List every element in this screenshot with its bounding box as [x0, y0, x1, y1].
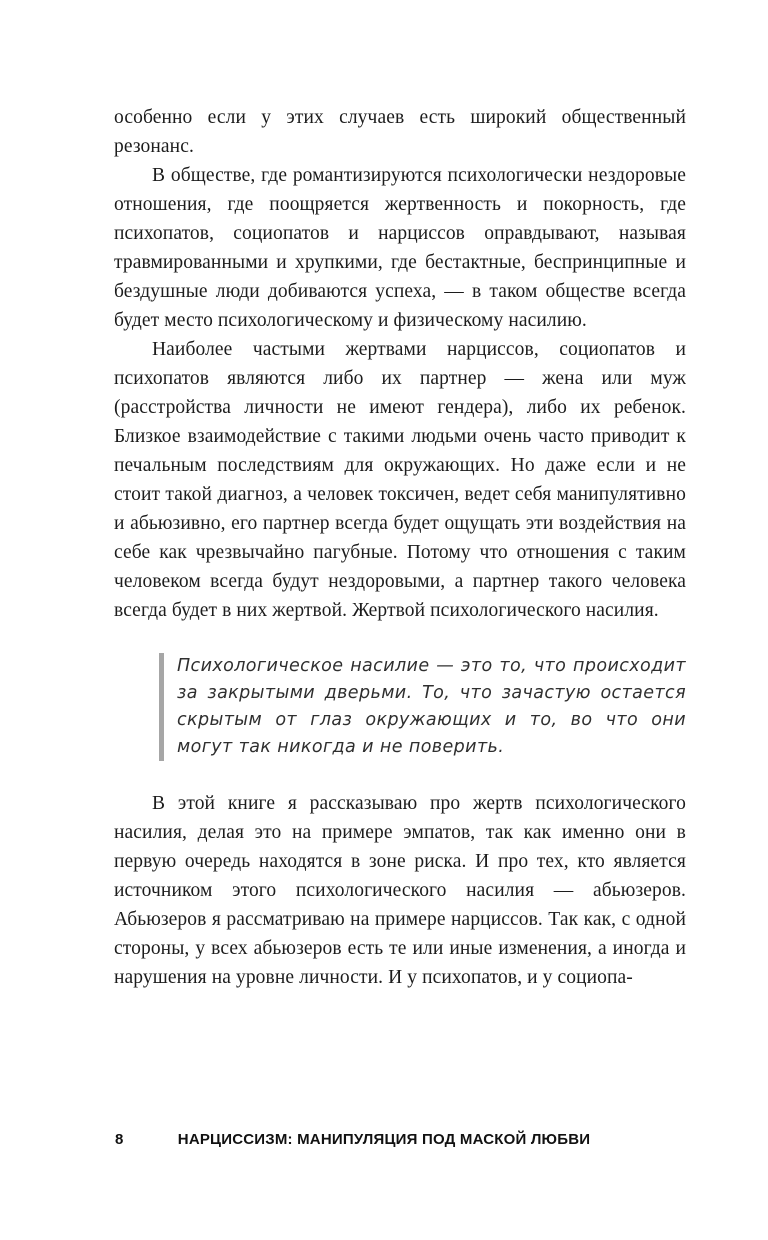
quote-left-bar: [159, 653, 164, 761]
paragraph: Наиболее частыми жертвами нарциссов, социопатов и психопатов являются либо их партнер — жена или муж (расстройства личности не имеют гендера), либо их ребенок. Близкое взаимодействие с такими людьми очень часто приводит к печальным последствиям для окружающих. Но даже если и не стоит такой диагноз, а человек токсичен, ведет себя манипулятивно и абьюзивно, его партнер всегда будет ощущать эти воздействия на себе как чрезвычайно пагубные. Потому что отношения с таким человеком всегда будут нездоровыми, а партнер такого человека всегда будет в них жертвой. Жертвой психологического насилия.: [114, 339, 686, 621]
page-body: [114, 103, 686, 992]
quote-text: Психологическое насилие — это то, что происходит за закрытыми дверьми. То, что зачастую остается скрытым от глаз окружающих и то, во что они могут так никогда и не поверить.: [177, 656, 686, 757]
paragraph-continuation: особенно если у этих случаев есть широкий общественный резонанс.: [114, 107, 686, 157]
pull-quote: [159, 653, 686, 761]
page-footer: [0, 1131, 768, 1148]
paragraph: В этой книге я рассказываю про жертв психологического насилия, делая это на примере эмпатов, так как именно они в первую очередь находятся в зоне риска. И про тех, кто является источником этого психологического насилия — абьюзеров. Абьюзеров я рассматриваю на примере нарциссов. Так как, с одной стороны, у всех абьюзеров есть те или иные изменения, а иногда и нарушения на уровне личности. И у психопатов, и у социопа-: [114, 793, 686, 988]
paragraph: В обществе, где романтизируются психологически нездоровые отношения, где поощряется жертвенность и покорность, где психопатов, социопатов и нарциссов оправдывают, называя травмированными и хрупкими, где бестактные, беспринципные и бездушные люди добиваются успеха, — в таком обществе всегда будет место психологическому и физическому насилию.: [114, 165, 686, 331]
running-title: НАРЦИССИЗМ: МАНИПУЛЯЦИЯ ПОД МАСКОЙ ЛЮБВИ: [177, 1131, 591, 1148]
page-number: 8: [115, 1131, 124, 1148]
